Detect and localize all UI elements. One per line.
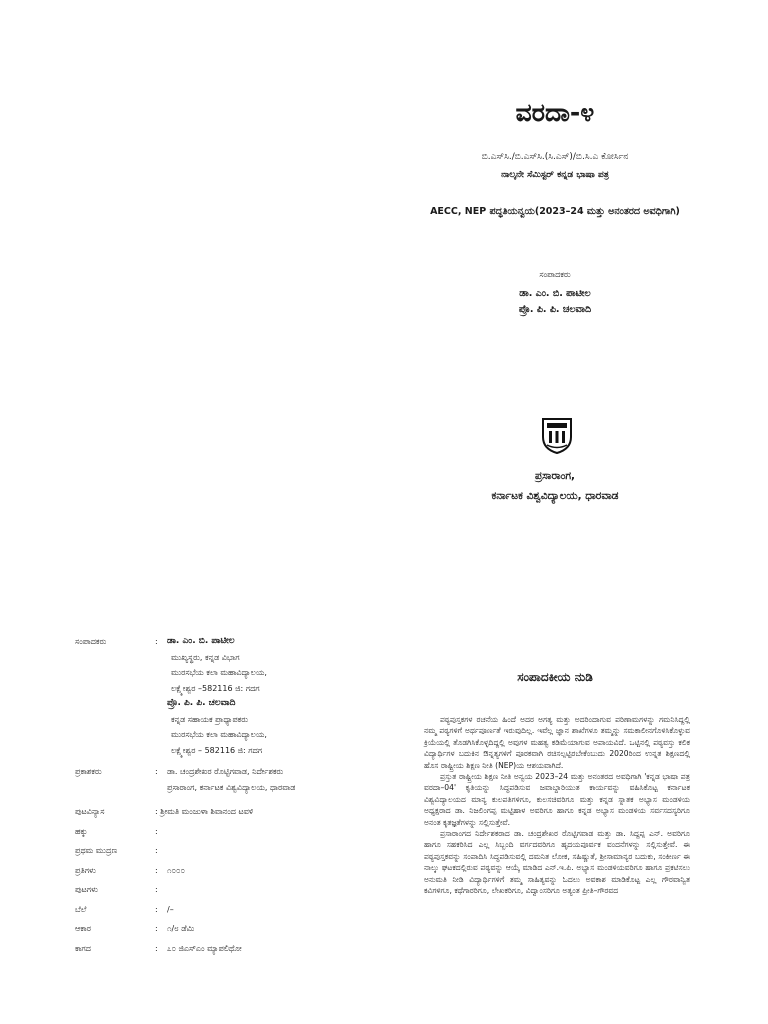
- imprint-editors-row: [75, 634, 345, 650]
- colon: :: [155, 865, 158, 875]
- editor2-college: ಮುರಸಭೆಯ ಕಲಾ ಮಹಾವಿದ್ಯಾಲಯ,: [171, 730, 267, 739]
- imprint-publisher-org: ಪ್ರಸಾರಾಂಗ, ಕರ್ನಾಟಕ ವಿಶ್ವವಿದ್ಯಾಲಯ, ಧಾರವಾಡ: [167, 782, 296, 792]
- imprint-editor1-name: ಡಾ. ಎಂ. ಬಿ. ಪಾಟೀಲ: [167, 636, 235, 646]
- imprint-block: [75, 634, 345, 956]
- editor-1: ಡಾ. ಎಂ. ಬಿ. ಪಾಟೀಲ: [519, 288, 591, 299]
- editorial-paragraph-2: ಪ್ರಸ್ತುತ ರಾಷ್ಟ್ರೀಯ ಶಿಕ್ಷಣ ನೀತಿ ಅನ್ವಯ 2023–24 ಮತ್ತು ಅನಂತರದ ಅವಧಿಗಾಗಿ 'ಕನ್ನಡ ಭಾಷಾ ಪತ್ರ ವರದಾ–04' ಕೃತಿಯನ್ನು ಸಿದ್ಧಪಡಿಸುವ ಜವಾಬ್ದಾರಿಯುತ ಕಾರ್ಯವನ್ನು ವಹಿಸಿಕೊಟ್ಟ ಕರ್ನಾಟಕ ವಿಶ್ವವಿದ್ಯಾಲಯದ ಮಾನ್ಯ ಕುಲಪತಿಗಳಿಗೂ, ಕುಲಸಚಿವರಿಗೂ ಮತ್ತು ಕನ್ನಡ ಸ್ನಾತಕ ಅಭ್ಯಾಸ ಮಂಡಳಿಯ ಅಧ್ಯಕ್ಷರಾದ ಡಾ. ನಿಜಲಿಂಗಪ್ಪ ಮಟ್ಟಿಹಾಳ ಅವರಿಗೂ ಹಾಗೂ ಕನ್ನಡ ಅಭ್ಯಾಸ ಮಂಡಳಿಯ ಸರ್ವಸದಸ್ಯರಿಗೂ ಅನಂತ ಕೃತಜ್ಞತೆಗಳನ್ನು ಸಲ್ಲಿಸುತ್ತೇವೆ.: [424, 772, 690, 827]
- editorial-heading: ಸಂಪಾದಕೀಯ ನುಡಿ: [517, 670, 593, 684]
- colon: :: [155, 846, 158, 855]
- imprint-copies-label: ಪ್ರತಿಗಳು: [75, 865, 96, 875]
- university-emblem-icon: [539, 415, 575, 455]
- colon: :: [155, 826, 158, 836]
- imprint-publisher-row: [75, 764, 345, 780]
- imprint-editor2-name: ಪ್ರೊ. ಪಿ. ಪಿ. ಚಲವಾದಿ: [167, 698, 236, 708]
- colon: :: [155, 924, 158, 933]
- imprint-copies-value: ೧೦೦೦: [167, 865, 185, 875]
- imprint-pages-row: [75, 882, 345, 898]
- colon: :: [155, 767, 158, 776]
- editors-heading: ಸಂಪಾದಕರು: [539, 270, 571, 279]
- colon: :: [155, 637, 158, 646]
- imprint-paper-row: [75, 941, 345, 957]
- imprint-layout-row: [75, 804, 345, 820]
- imprint-paper-label: ಕಾಗದ: [75, 943, 91, 953]
- imprint-first-print-row: [75, 843, 345, 859]
- course-line: ಬಿ.ಎಸ್‌ಸಿ./ಬಿ.ಎಸ್‌ಸಿ.(ಸಿ.ಎಸ್)/ಬಿ.ಸಿ.ಎ ಕೋರ್ಸಿನ: [481, 152, 629, 162]
- editor1-address: ಲಕ್ಷ್ಮೇಶ್ವರ –582116 ಜಿ: ಗದಗ: [171, 683, 260, 693]
- editor2-designation: ಕನ್ನಡ ಸಹಾಯಕ ಪ್ರಾಧ್ಯಾಪಕರು: [171, 714, 248, 724]
- imprint-layout-label: ಪುಟವಿನ್ಯಾಸ: [75, 807, 105, 816]
- book-title: ವರದಾ-೪: [515, 98, 595, 127]
- imprint-size-row: [75, 921, 345, 937]
- imprint-pages-label: ಪುಟಗಳು: [75, 885, 98, 894]
- editor1-designation: ಮುಖ್ಯಸ್ಥರು, ಕನ್ನಡ ವಿಭಾಗ: [171, 652, 240, 662]
- imprint-rights-row: [75, 824, 345, 840]
- publisher-line-2: ಕರ್ನಾಟಕ ವಿಶ್ವವಿದ್ಯಾಲಯ, ಧಾರವಾಡ: [491, 490, 619, 502]
- editorial-paragraph-1: ಪಠ್ಯಪುಸ್ತಕಗಳ ರಚನೆಯ ಹಿಂದೆ ಅದರ ಅಗತ್ಯ ಮತ್ತು ಅದರಿಂದಾಗುವ ಪರಿಣಾಮಗಳನ್ನು ಗಮನಿಸಿದ್ದಲ್ಲಿ ನಮ್ಮ ಪಠ್ಯಗಳಿಗೆ ಅರ್ಥಪೂರ್ಣತೆ ಇರುವುದಿಲ್ಲ. ಇವೆಲ್ಲ ಜ್ಞಾನ ಶಾಖೆಗಳೂ ತಮ್ಮನ್ನು ಸಮಕಾಲೀನಗೊಳಿಸಿಕೊಳ್ಳುವ ಕ್ರಿಯೆಯಲ್ಲಿ ತೊಡಗಿಸಿಕೊಳ್ಳದಿದ್ದಲ್ಲಿ ಅವುಗಳ ಮಹತ್ವ ಕಡಿಮೆಯಾಗುವ ಅಪಾಯವಿದೆ. ಒಟ್ಟಿನಲ್ಲಿ ಪಠ್ಯವಸ್ತು ಕಲಿಕ ವಿದ್ಯಾರ್ಥಿಗಳ ಬದುಕಿನ ಔನ್ನತ್ಯಗಳಿಗೆ ಪೂರಕವಾಗಿ ರಚಿಸಲ್ಪಟ್ಟಿರಬೇಕೆಂಬುದು 2020ರಿಂದ ಉನ್ನತ ಶಿಕ್ಷಣದಲ್ಲಿ ಹೊಸ ರಾಷ್ಟ್ರೀಯ ಶಿಕ್ಷಣ ನೀತಿ (NEP)ಯ ಆಶಯವಾಗಿದೆ.: [424, 715, 690, 770]
- editorial-paragraph-3: ಪ್ರಸಾರಾಂಗದ ನಿರ್ದೇಶಕರಾದ ಡಾ. ಚಂದ್ರಶೇಖರ ರೊಟ್ಟಿಗವಾಡ ಮತ್ತು ಡಾ. ಸಿದ್ದಪ್ಪ ಎನ್. ಅವರಿಗೂ ಹಾಗೂ ಸಹಕರಿಸಿದ ಎಲ್ಲ ಸಿಬ್ಬಂದಿ ವರ್ಗದವರಿಗೂ ಹೃದಯಪೂರ್ವಕ ವಂದನೆಗಳನ್ನು ಸಲ್ಲಿಸುತ್ತೇವೆ. ಈ ಪಠ್ಯಪುಸ್ತಕವನ್ನು ಸಂಪಾದಿಸಿ ಸಿದ್ಧಪಡಿಸುವಲ್ಲಿ ದಮನಿತ ಲೋಕ, ಸಹಿಷ್ಣುತೆ, ಶ್ರೀಸಾಮಾನ್ಯರ ಬದುಕು, ಸಂಕೀರ್ಣ ಈ ನಾಲ್ಕು ಘಟಕದಲ್ಲಿರುವ ಪಠ್ಯವನ್ನು ಆಯ್ಕೆ ಮಾಡಿದ ಎನ್.ಇ.ಪಿ. ಅಭ್ಯಾಸ ಮಂಡಳಿಯವರಿಗೂ ಹಾಗೂ ಪ್ರಕಟಿಸಲು ಅನುಮತಿ ನೀಡಿ ವಿದ್ಯಾರ್ಥಿಗಳಿಗೆ ತಮ್ಮ ಸಾಹಿತ್ಯವನ್ನು ಓದಲು ಅವಕಾಶ ಮಾಡಿಕೊಟ್ಟ ಎಲ್ಲ ಗೌರವಾನ್ವಿತ ಕವಿಗಳಿಗೂ, ಕಥೆಗಾರರಿಗೂ, ಲೇಖಕರಿಗೂ, ವಿದ್ವಾಂಸರಿಗೂ ಅತ್ಯಂತ ಪ್ರೀತಿ–ಗೌರವದ: [424, 829, 690, 896]
- publisher-line-1: ಪ್ರಸಾರಾಂಗ,: [534, 470, 576, 482]
- semester-line: ನಾಲ್ಕನೇ ಸೆಮಿಸ್ಟರ್ ಕನ್ನಡ ಭಾಷಾ ಪತ್ರ: [501, 170, 609, 180]
- imprint-copies-row: [75, 863, 345, 879]
- imprint-rights-label: ಹಕ್ಕು: [75, 826, 88, 836]
- editorial-body: [424, 714, 690, 897]
- colon: :: [155, 885, 158, 894]
- colon: :: [155, 943, 158, 953]
- imprint-size-value: ೧/೮ ಡೆಮಿ: [167, 924, 195, 933]
- scheme-line: AECC, NEP ಪದ್ಧತಿಯನ್ವಯ(2023–24 ಮತ್ತು ಅನಂತರದ ಅವಧಿಗಾಗಿ): [430, 206, 680, 217]
- imprint-size-label: ಆಕಾರ: [75, 924, 91, 933]
- editor-2: ಪ್ರೊ. ಪಿ. ಪಿ. ಚಲವಾದಿ: [518, 304, 592, 315]
- imprint-price-label: ಬೆಲೆ: [75, 904, 87, 914]
- imprint-paper-value: ೭೦ ಜಿಎಸ್‌ಎಂ ಮ್ಯಾಪಲಿಥೋ: [167, 943, 242, 953]
- colon: :: [155, 904, 158, 914]
- imprint-layout-value: : ಶ್ರೀಮತಿ ಮಂಜುಳಾ ಶಿವಾನಂದ ಟವಳಿ: [155, 807, 254, 816]
- imprint-publisher-name: ಡಾ. ಚಂದ್ರಶೇಖರ ರೊಟ್ಟಿಗವಾಡ, ನಿರ್ದೇಶಕರು: [167, 767, 284, 776]
- imprint-price-row: [75, 902, 345, 918]
- imprint-price-value: /–: [167, 904, 174, 914]
- imprint-publisher-label: ಪ್ರಕಾಶಕರು: [75, 767, 102, 776]
- editor1-college: ಮುರಸಭೆಯ ಕಲಾ ಮಹಾವಿದ್ಯಾಲಯ,: [171, 668, 267, 677]
- editor2-address: ಲಕ್ಷ್ಮೇಶ್ವರ – 582116 ಜಿ: ಗದಗ: [171, 745, 263, 755]
- imprint-first-print-label: ಪ್ರಥಮ ಮುದ್ರಣ: [75, 846, 118, 855]
- imprint-editors-label: ಸಂಪಾದಕರು: [75, 637, 107, 646]
